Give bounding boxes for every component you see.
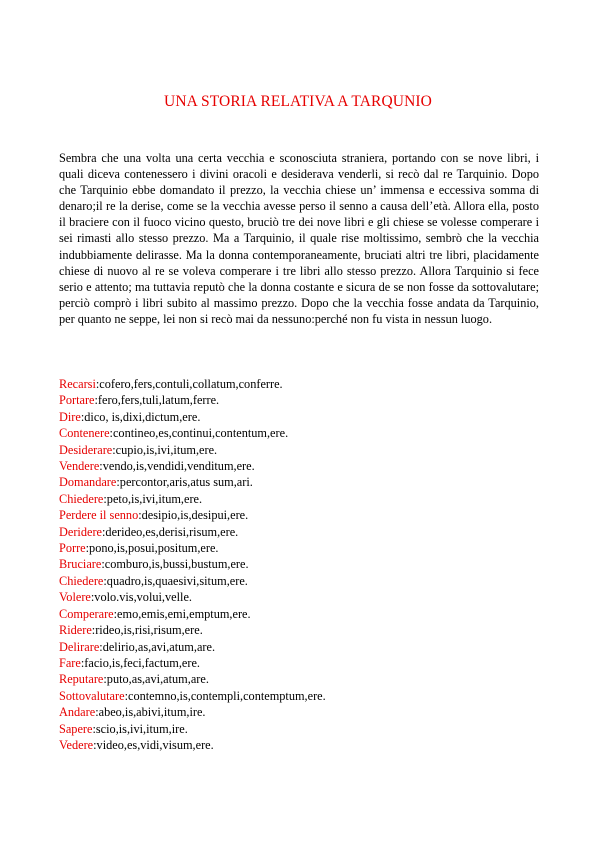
vocab-term: Andare xyxy=(59,705,96,720)
vocab-forms: :comburo,is,bussi,bustum,ere. xyxy=(101,557,249,572)
vocab-term: Comperare xyxy=(59,606,114,621)
vocab-term: Perdere il senno xyxy=(59,508,139,523)
vocab-item xyxy=(59,737,539,753)
vocab-forms: :derideo,es,derisi,risum,ere. xyxy=(102,524,239,539)
vocab-term: Dire xyxy=(59,409,81,424)
vocab-item xyxy=(59,655,539,671)
vocab-term: Contenere xyxy=(59,426,110,441)
vocab-forms: :quadro,is,quaesivi,situm,ere. xyxy=(103,573,248,588)
vocab-term: Recarsi xyxy=(59,377,96,391)
vocab-forms: :dico, is,dixi,dictum,ere. xyxy=(80,409,201,424)
vocabulary-list xyxy=(59,376,539,753)
vocab-item xyxy=(59,556,539,572)
vocab-term: Vedere xyxy=(59,737,94,752)
vocab-forms: :emo,emis,emi,emptum,ere. xyxy=(113,606,251,621)
vocab-item xyxy=(59,442,539,458)
vocab-item xyxy=(59,491,539,507)
vocab-forms: :facio,is,feci,factum,ere. xyxy=(80,655,201,670)
vocab-term: Domandare xyxy=(59,475,117,490)
vocab-item xyxy=(59,688,539,704)
vocab-forms: :contemno,is,contempli,contemptum,ere. xyxy=(124,688,326,703)
vocab-forms: :puto,as,avi,atum,are. xyxy=(103,672,209,687)
vocab-term: Porre xyxy=(59,541,86,556)
vocab-term: Sottovalutare xyxy=(59,688,125,703)
vocab-term: Desiderare xyxy=(59,442,113,457)
vocab-item xyxy=(59,606,539,622)
vocab-forms: :fero,fers,tuli,latum,ferre. xyxy=(94,393,220,408)
vocab-item xyxy=(59,524,539,540)
vocab-forms: :pono,is,posui,positum,ere. xyxy=(85,541,219,556)
vocab-forms: :volo.vis,volui,velle. xyxy=(90,590,192,605)
vocab-item xyxy=(59,409,539,425)
story-paragraph: Sembra che una volta una certa vecchia e sconosciuta straniera, portando con se nove libri, i quali diceva contenessero i divini oracoli e desiderava venderli, si recò dal re Tarquinio. Dopo che Tarquinio ebbe domandato il prezzo, la vecchia chiese un’ immensa e eccessiva somma di denaro;il re la derise, come se la vecchia avesse perso il senno a causa dell’età. Allora ella, posto il braciere con il fuoco vicino questo, bruciò tre dei nove libri e gli chiese se volesse comperare i sei rimasti allo stesso prezzo. Ma a Tarquinio, il quale rise moltissimo, sembrò che la vecchia indubbiamente delirasse. Ma la donna contemporaneamente, bruciati altri tre libri, placidamente chiese di nuovo al re se voleva comperare i tre libri allo stesso prezzo. Allora Tarquinio si fece serio e attento; ma tuttavia reputò che la donna costante e sicura de se non fosse da sottovalutare; perciò comprò i libri subito al massimo prezzo. Dopo che la vecchia fosse andata da Tarquinio, per quanto ne seppe, lei non si recò mai da nessuno:perché non fu vista in nessun luogo. xyxy=(59,151,539,326)
vocab-item xyxy=(59,474,539,490)
vocab-item xyxy=(59,458,539,474)
vocab-item xyxy=(59,589,539,605)
vocab-forms: :scio,is,ivi,itum,ire. xyxy=(92,721,188,736)
vocab-term: Reputare xyxy=(59,672,104,687)
vocab-term: Bruciare xyxy=(59,557,102,572)
vocab-item xyxy=(59,376,539,392)
vocab-term: Volere xyxy=(59,590,91,605)
vocab-forms: :cupio,is,ivi,itum,ere. xyxy=(112,442,218,457)
vocab-item xyxy=(59,721,539,737)
vocab-forms: :rideo,is,risi,risum,ere. xyxy=(91,623,203,638)
vocab-item xyxy=(59,671,539,687)
vocab-forms: :contineo,es,continui,contentum,ere. xyxy=(109,426,289,441)
vocab-term: Portare xyxy=(59,393,95,408)
vocab-term: Fare xyxy=(59,655,81,670)
vocab-term: Delirare xyxy=(59,639,100,654)
vocab-term: Chiedere xyxy=(59,491,104,506)
vocab-item xyxy=(59,622,539,638)
vocab-forms: :abeo,is,abivi,itum,ire. xyxy=(95,705,206,720)
vocab-item xyxy=(59,704,539,720)
vocab-term: Sapere xyxy=(59,721,93,736)
vocab-item xyxy=(59,507,539,523)
vocab-term: Deridere xyxy=(59,524,103,539)
vocab-forms: :delirio,as,avi,atum,are. xyxy=(99,639,216,654)
vocab-forms: :video,es,vidi,visum,ere. xyxy=(93,737,214,752)
vocab-item xyxy=(59,639,539,655)
vocab-term: Ridere xyxy=(59,623,92,638)
vocab-item xyxy=(59,392,539,408)
document-title: UNA STORIA RELATIVA A TARQUNIO xyxy=(164,93,432,110)
vocab-item xyxy=(59,425,539,441)
vocab-term: Chiedere xyxy=(59,573,104,588)
vocab-forms: :percontor,aris,atus sum,ari. xyxy=(116,475,253,490)
vocab-forms: :vendo,is,vendidi,venditum,ere. xyxy=(99,459,255,474)
vocab-item xyxy=(59,540,539,556)
vocab-term: Vendere xyxy=(59,459,100,474)
vocab-forms: :peto,is,ivi,itum,ere. xyxy=(103,491,203,506)
vocab-item xyxy=(59,573,539,589)
vocab-forms: :cofero,fers,contuli,collatum,conferre. xyxy=(95,377,283,391)
vocab-forms: :desipio,is,desipui,ere. xyxy=(138,508,249,523)
